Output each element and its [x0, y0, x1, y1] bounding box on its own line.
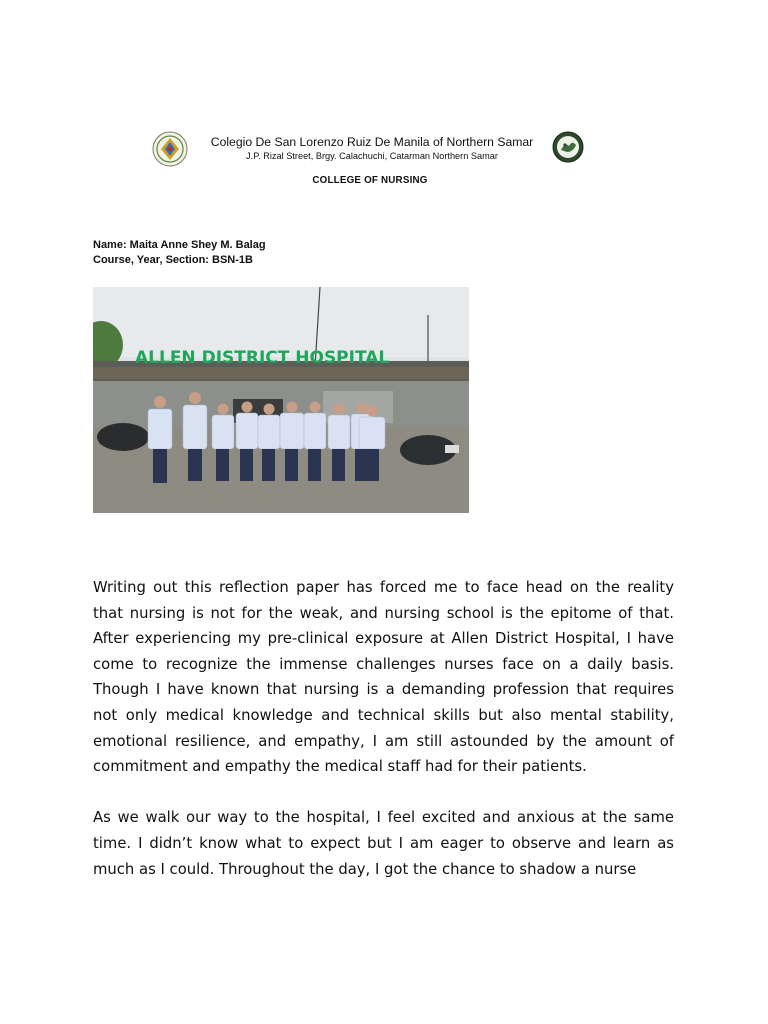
- college-title: COLLEGE OF NURSING: [312, 175, 428, 186]
- student-course: Course, Year, Section: BSN-1B: [93, 254, 253, 266]
- reflection-body: [93, 575, 674, 882]
- nursing-seal-icon: [552, 131, 584, 163]
- hospital-sign: ALLEN DISTRICT HOSPITAL: [135, 348, 390, 368]
- school-address: J.P. Rizal Street, Brgy. Calachuchi, Catarman Northern Samar: [246, 151, 498, 161]
- school-seal-icon: [152, 131, 188, 167]
- body-paragraph: Writing out this reflection paper has forced me to face head on the reality that nursing is not for the weak, and nursing school is the epitome of that. After experiencing my pre-clinical exposure at Allen District Hospital, I have come to recognize the immense challenges nurses face on a daily basis. Though I have known that nursing is a demanding profession that requires not only medical knowledge and technical skills but also mental stability, emotional resilience, and empathy, I am still astounded by the amount of commitment and empathy the medical staff had for their patients.: [93, 579, 674, 776]
- letterhead: [150, 128, 590, 192]
- student-info: [93, 238, 266, 268]
- school-name: Colegio De San Lorenzo Ruiz De Manila of Northern Samar: [210, 135, 534, 149]
- student-name: Name: Maita Anne Shey M. Balag: [93, 239, 266, 251]
- hospital-group-photo: [93, 287, 469, 513]
- body-paragraph: As we walk our way to the hospital, I feel excited and anxious at the same time. I didn’t know what to expect but I am eager to observe and learn as much as I could. Throughout the day, I got the chance to shadow a nurse: [93, 809, 674, 878]
